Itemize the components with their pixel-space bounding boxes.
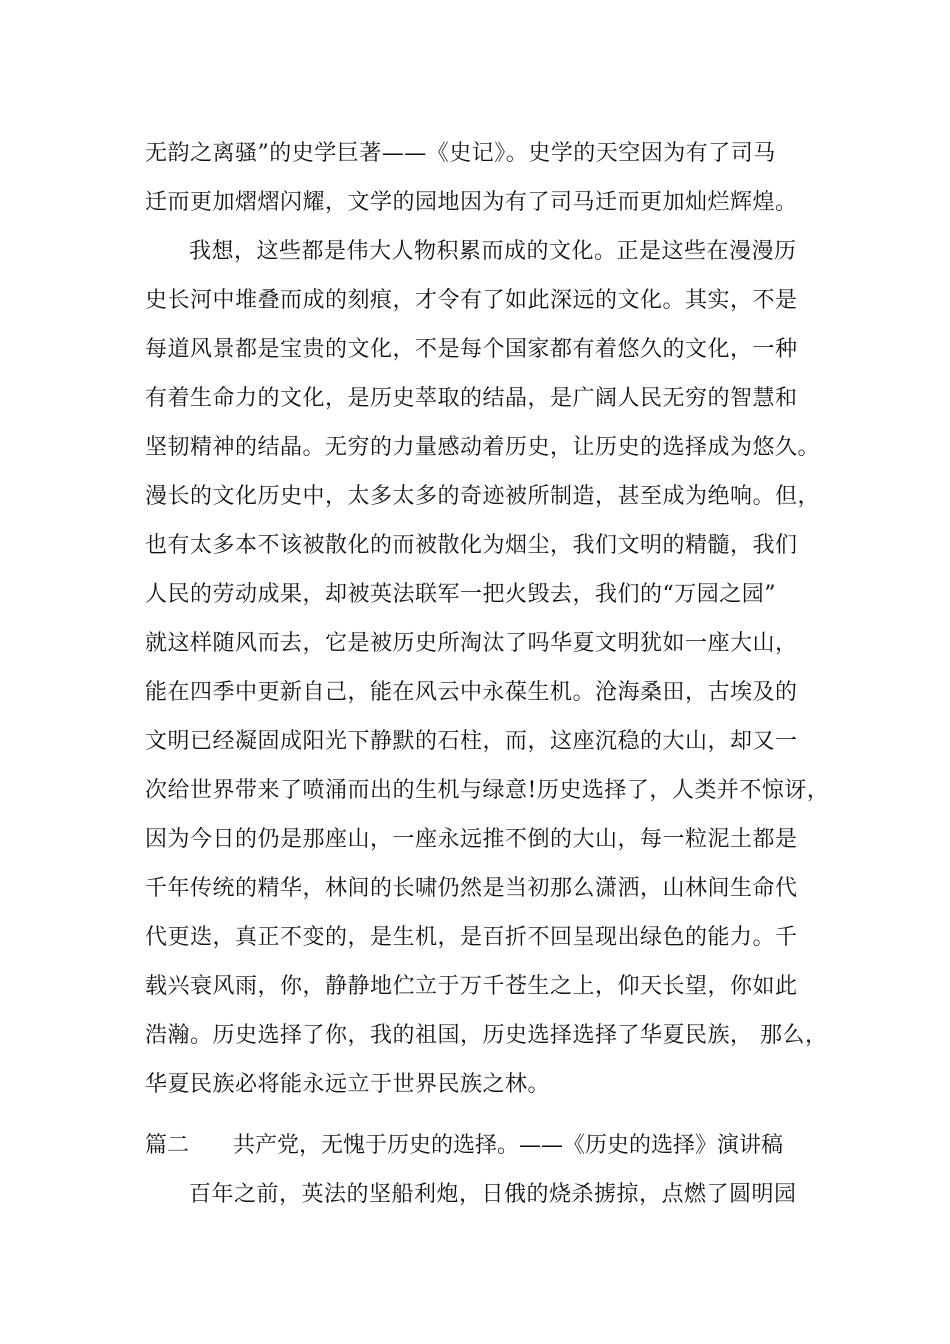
text-line: 就这样随风而去，它是被历史所淘汰了吗华夏文明犹如一座大山， <box>145 631 798 656</box>
text-line: 漫长的文化历史中，太多太多的奇迹被所制造，甚至成为绝响。但， <box>145 484 821 509</box>
text-line: 我想，这些都是伟大人物积累而成的文化。正是这些在漫漫历 <box>189 239 797 264</box>
text-line: 也有太多本不该被散化的而被散化为烟尘，我们文明的精髓，我们 <box>145 533 798 558</box>
text-line: 每道风景都是宝贵的文化，不是每个国家都有着悠久的文化，一种 <box>145 337 798 362</box>
text-line: 无韵之离骚”的史学巨著——《史记》。史学的天空因为有了司马 <box>145 141 776 166</box>
section-title: 共产党，无愧于历史的选择。——《历史的选择》演讲稿 <box>233 1133 784 1158</box>
text-line: 载兴衰风雨，你，静静地伫立于万千苍生之上，仰天长望，你如此 <box>145 974 798 999</box>
text-line: 有着生命力的文化，是历史萃取的结晶，是广阔人民无穷的智慧和 <box>145 386 798 411</box>
text-line: 史长河中堆叠而成的刻痕，才令有了如此深远的文化。其实，不是 <box>145 288 798 313</box>
text-line: 浩瀚。历史选择了你，我的祖国，历史选择选择了华夏民族， 那么， <box>145 1023 828 1048</box>
section-label: 篇二 <box>145 1133 190 1158</box>
text-line: 千年传统的精华，林间的长啸仍然是当初那么潇洒，山林间生命代 <box>145 876 798 901</box>
text-line: 次给世界带来了喷涌而出的生机与绿意!历史选择了，人类并不惊讶， <box>145 778 830 803</box>
text-line: 华夏民族必将能永远立于世界民族之林。 <box>145 1072 551 1097</box>
text-line: 百年之前，英法的坚船利炮，日俄的烧杀掳掠，点燃了圆明园 <box>189 1182 797 1207</box>
text-line: 文明已经凝固成阳光下静默的石柱，而，这座沉稳的大山，却又一 <box>145 729 798 754</box>
text-line: 人民的劳动成果，却被英法联军一把火毁去，我们的“万园之园” <box>145 582 776 607</box>
text-line: 能在四季中更新自己，能在风云中永葆生机。沧海桑田，古埃及的 <box>145 680 798 705</box>
text-line: 坚韧精神的结晶。无穷的力量感动着历史，让历史的选择成为悠久。 <box>145 435 821 460</box>
text-line: 代更迭，真正不变的，是生机，是百折不回呈现出绿色的能力。千 <box>145 925 798 950</box>
text-line: 迁而更加熠熠闪耀，文学的园地因为有了司马迁而更加灿烂辉煌。 <box>145 190 798 215</box>
text-line: 因为今日的仍是那座山，一座永远推不倒的大山，每一粒泥土都是 <box>145 827 798 852</box>
